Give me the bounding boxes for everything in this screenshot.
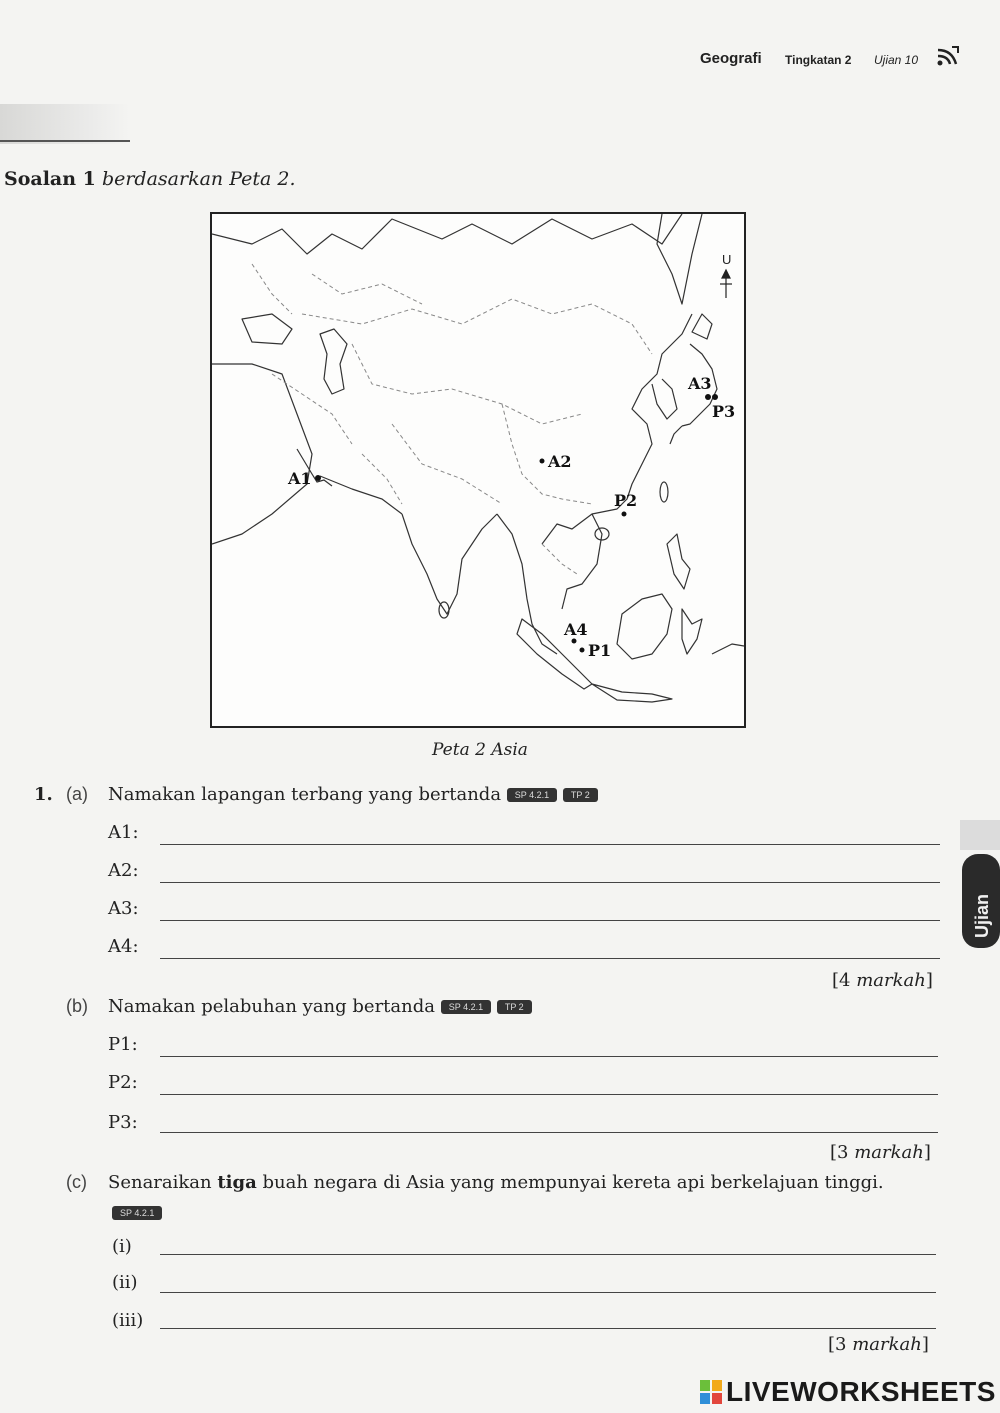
- header-subject: Geografi: [700, 50, 762, 67]
- marker-a2: [540, 459, 545, 464]
- part-c-marks-end: ]: [921, 1334, 929, 1355]
- point-p1: P1: [588, 641, 612, 660]
- label-p3: P3:: [108, 1112, 138, 1133]
- label-p1: P1:: [108, 1034, 138, 1055]
- part-a-marks-end: ]: [925, 970, 933, 991]
- map-caption: Peta 2 Asia: [432, 740, 528, 760]
- part-c-marks-num: [3: [828, 1334, 853, 1355]
- point-a3: A3: [688, 374, 712, 393]
- answer-line-a1[interactable]: [160, 844, 940, 845]
- part-c-instruction-post: buah negara di Asia yang mempunyai kereta api berkelajuan tinggi.: [256, 1172, 884, 1193]
- part-a-marks: [832, 970, 933, 991]
- label-a4: A4:: [108, 936, 139, 957]
- part-c-marks: [828, 1334, 929, 1355]
- footer-brand: LIVEWORKSHEETS: [726, 1376, 996, 1407]
- part-c-label: (c): [66, 1172, 87, 1192]
- part-a-instruction: Namakan lapangan terbang yang bertanda: [108, 784, 502, 805]
- signal-icon: [934, 44, 960, 70]
- part-b-tp-tag: TP 2: [497, 1000, 532, 1014]
- header-form: Tingkatan 2: [785, 53, 852, 67]
- header-smudge: [0, 104, 130, 144]
- part-b-text: [108, 996, 532, 1017]
- label-c-iii: (iii): [112, 1310, 144, 1331]
- answer-line-p2[interactable]: [160, 1094, 938, 1095]
- answer-line-c-i[interactable]: [160, 1254, 936, 1255]
- asia-map: [210, 212, 746, 728]
- part-a-marks-word: markah: [856, 970, 926, 991]
- answer-line-c-iii[interactable]: [160, 1328, 936, 1329]
- part-a-tp-tag: TP 2: [563, 788, 598, 802]
- part-b-label: (b): [66, 996, 88, 1016]
- part-a-marks-num: [4: [832, 970, 857, 991]
- marker-a4: [572, 639, 577, 644]
- part-c-text: [108, 1172, 948, 1193]
- point-a4: A4: [564, 620, 588, 639]
- part-c-sp-tag: SP 4.2.1: [112, 1206, 162, 1220]
- side-tab-label: Ujian: [972, 893, 992, 938]
- answer-line-c-ii[interactable]: [160, 1292, 936, 1293]
- java: [592, 684, 672, 702]
- part-b-marks-word: markah: [854, 1142, 924, 1163]
- label-c-ii: (ii): [112, 1272, 138, 1293]
- header-test: Ujian 10: [874, 53, 919, 67]
- point-a1: A1: [288, 469, 312, 488]
- asia-map-drawing: [212, 214, 744, 726]
- india-coast: [402, 514, 497, 614]
- marker-a1: [315, 475, 321, 481]
- part-b-marks-end: ]: [923, 1142, 931, 1163]
- part-b-marks: [830, 1142, 931, 1163]
- part-b-marks-num: [3: [830, 1142, 855, 1163]
- part-a-label: (a): [66, 784, 88, 804]
- question-number: 1.: [34, 784, 53, 805]
- answer-line-a4[interactable]: [160, 958, 940, 959]
- point-p3: P3: [712, 402, 736, 421]
- label-c-i: (i): [112, 1236, 132, 1257]
- answer-line-a3[interactable]: [160, 920, 940, 921]
- intro-italic: berdasarkan Peta 2.: [101, 168, 296, 190]
- part-b-instruction: Namakan pelabuhan yang bertanda: [108, 996, 435, 1017]
- answer-line-p3[interactable]: [160, 1132, 938, 1133]
- question-intro: [4, 168, 296, 190]
- taiwan: [660, 482, 668, 502]
- part-c-marks-word: markah: [852, 1334, 922, 1355]
- point-a2: A2: [548, 452, 572, 471]
- liveworksheets-logo-icon: [700, 1380, 722, 1404]
- label-a2: A2:: [108, 860, 139, 881]
- philippines: [667, 534, 690, 589]
- marker-p1: [580, 648, 585, 653]
- intro-bold: Soalan 1: [4, 168, 96, 190]
- marker-a3: [705, 394, 711, 400]
- point-p2: P2: [614, 491, 638, 510]
- answer-line-p1[interactable]: [160, 1056, 938, 1057]
- part-c-instruction-bold: tiga: [217, 1172, 257, 1193]
- marker-p2: [622, 512, 627, 517]
- north-arrow: [720, 270, 732, 298]
- caspian-sea: [320, 329, 347, 394]
- label-a1: A1:: [108, 822, 139, 843]
- label-p2: P2:: [108, 1072, 138, 1093]
- part-c-instruction-pre: Senaraikan: [108, 1172, 218, 1193]
- part-b-sp-tag: SP 4.2.1: [441, 1000, 491, 1014]
- north-coast: [212, 214, 682, 254]
- part-c-tags: [112, 1202, 162, 1221]
- header-rule: [0, 140, 130, 142]
- part-a-sp-tag: SP 4.2.1: [507, 788, 557, 802]
- borneo: [617, 594, 672, 659]
- part-a-text: [108, 784, 598, 805]
- answer-line-a2[interactable]: [160, 882, 940, 883]
- label-a3: A3:: [108, 898, 139, 919]
- marker-p3: [712, 394, 718, 400]
- side-tab: [958, 820, 1000, 950]
- north-label: U: [722, 252, 732, 267]
